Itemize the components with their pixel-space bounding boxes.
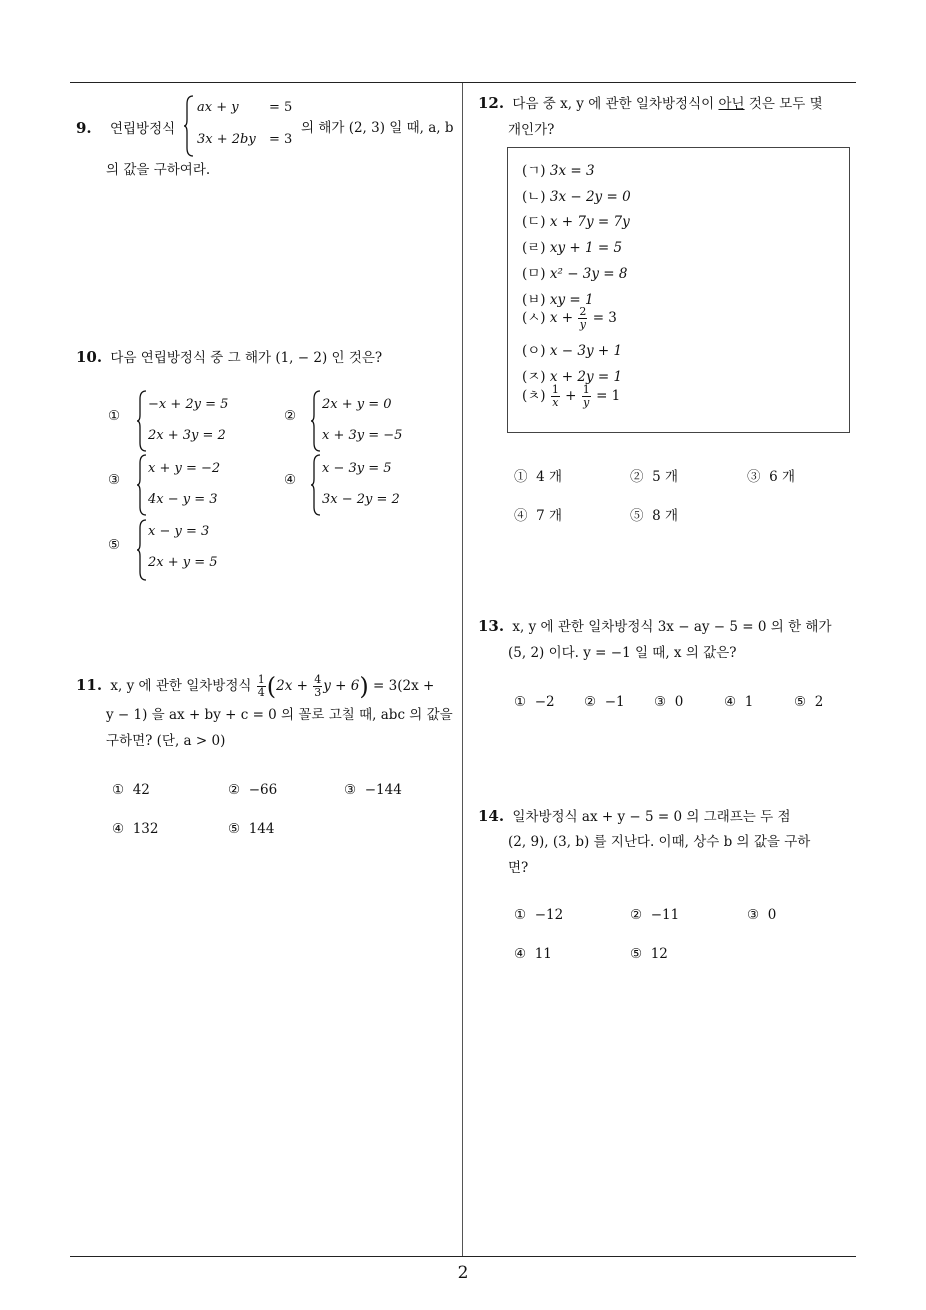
list-item: (ㄹ) xy + 1 = 5 [522, 240, 623, 256]
brace-icon [136, 453, 148, 517]
choice-4-system[interactable] [310, 453, 430, 517]
equation: x − 3y = 5 [322, 461, 392, 476]
choice-1[interactable]: ① 42 [112, 782, 150, 798]
equation: x + 3y = −5 [322, 428, 403, 443]
choice-3-system[interactable] [136, 453, 256, 517]
choice-1-system[interactable] [136, 389, 256, 453]
brace-icon [136, 389, 148, 453]
question-number: 13. [478, 617, 505, 635]
choice-2-system[interactable] [310, 389, 430, 453]
question-text: 것은 모두 몇 [748, 96, 823, 112]
equation: 2x + y = 5 [148, 555, 218, 570]
choice-3[interactable]: ③ −144 [344, 782, 402, 798]
equation: 2x + 3y = 2 [148, 428, 226, 443]
choice-4[interactable]: ④ 11 [514, 946, 552, 962]
equation: 2x + y = 0 [322, 397, 392, 412]
question-text: 의 값을 구하여라. [106, 162, 211, 178]
equation: = 5 [269, 100, 293, 115]
question-text: x, y 에 관한 일차방정식 [110, 678, 252, 694]
equation: = 3 [269, 132, 293, 147]
header-rule [70, 82, 856, 83]
choice-1[interactable]: ① −2 [514, 694, 555, 710]
choice-5[interactable]: ⑤ 2 [794, 694, 824, 710]
expression: 2x + [276, 678, 308, 694]
question-text: 다음 중 x, y 에 관한 일차방정식이 [512, 96, 715, 112]
question-number: 9. [76, 119, 92, 137]
question-text: 의 해가 (2, 3) 일 때, a, b [301, 120, 454, 136]
expression: y + 6 [323, 678, 360, 694]
question-number: 10. [76, 348, 103, 366]
choice-3[interactable]: ③ 0 [747, 907, 777, 923]
footer-rule [70, 1256, 856, 1257]
choice-5[interactable]: ⑤ 144 [228, 821, 275, 837]
question-text: 일차방정식 ax + y − 5 = 0 의 그래프는 두 점 [512, 809, 791, 825]
question-text: 다음 연립방정식 중 그 해가 (1, − 2) 인 것은? [110, 350, 383, 366]
brace-icon [183, 94, 195, 158]
question-text: 개인가? [508, 122, 555, 138]
list-item: (ㄴ) 3x − 2y = 0 [522, 189, 631, 205]
brace-icon [310, 389, 322, 453]
choice-5[interactable]: ⑤ 12 [630, 946, 668, 962]
question-text: (5, 2) 이다. y = −1 일 때, x 의 값은? [508, 645, 737, 661]
choice-3[interactable]: ③ 6 개 [747, 469, 796, 485]
choice-mark[interactable]: ⑤ [108, 537, 121, 553]
question-number: 12. [478, 94, 505, 112]
equation: x − y = 3 [148, 524, 210, 539]
brace-icon [310, 453, 322, 517]
list-item: (ㅇ) x − 3y + 1 [522, 343, 623, 359]
equation: 3x + 2by [197, 132, 256, 147]
choice-2[interactable]: ② −66 [228, 782, 278, 798]
choice-4[interactable]: ④ 7 개 [514, 508, 563, 524]
emphasis-underline: 아닌 [718, 96, 745, 112]
choice-mark[interactable]: ④ [284, 472, 297, 488]
fraction: $\frac{1}{4}$ [257, 673, 265, 699]
choice-2[interactable]: ② −1 [584, 694, 625, 710]
fraction: $\frac{4}{3}$ [314, 673, 322, 699]
page-number: 2 [457, 1263, 469, 1283]
choice-mark[interactable]: ③ [108, 472, 121, 488]
equation-list-box [507, 147, 850, 433]
list-item: (ㅁ) x² − 3y = 8 [522, 266, 628, 282]
column-divider [462, 83, 463, 1256]
equation: x + y = −2 [148, 461, 221, 476]
choice-mark[interactable]: ② [284, 408, 297, 424]
brace-icon [136, 518, 148, 582]
question-text: (2, 9), (3, b) 를 지난다. 이때, 상수 b 의 값을 구하 [508, 834, 811, 850]
choice-1[interactable]: ① −12 [514, 907, 564, 923]
choice-5-system[interactable] [136, 518, 256, 582]
question-number: 11. [76, 676, 103, 694]
question-text: 구하면? (단, a > 0) [106, 733, 226, 749]
list-item: (ㄱ) 3x = 3 [522, 163, 595, 179]
question-text: 면? [508, 860, 529, 876]
question-text: x, y 에 관한 일차방정식 3x − ay − 5 = 0 의 한 해가 [512, 619, 832, 635]
choice-2[interactable]: ② 5 개 [630, 469, 679, 485]
equation: 4x − y = 3 [148, 492, 218, 507]
choice-4[interactable]: ④ 1 [724, 694, 754, 710]
expression: = 3(2x + [373, 678, 435, 694]
choice-4[interactable]: ④ 132 [112, 821, 159, 837]
list-item: (ㅅ) x + $\frac{2}{y}$ = 3 [522, 305, 617, 331]
choice-2[interactable]: ② −11 [630, 907, 680, 923]
equation-system [183, 94, 298, 158]
choice-3[interactable]: ③ 0 [654, 694, 684, 710]
choice-mark[interactable]: ① [108, 408, 121, 424]
choice-5[interactable]: ⑤ 8 개 [630, 508, 679, 524]
question-number: 14. [478, 807, 505, 825]
list-item: (ㅈ) x + 2y = 1 [522, 369, 623, 385]
equation: −x + 2y = 5 [148, 397, 229, 412]
list-item: (ㅊ) $\frac{1}{x}$ + $\frac{1}{y}$ = 1 [522, 383, 621, 409]
question-text: 연립방정식 [109, 121, 176, 137]
equation: 3x − 2y = 2 [322, 492, 400, 507]
list-item: (ㄷ) x + 7y = 7y [522, 214, 630, 230]
choice-1[interactable]: ① 4 개 [514, 469, 563, 485]
list-item: (ㅂ) xy = 1 [522, 292, 594, 308]
equation: ax + y [197, 100, 239, 115]
question-text: y − 1) 을 ax + by + c = 0 의 꼴로 고칠 때, abc 의 값을 [106, 707, 453, 723]
